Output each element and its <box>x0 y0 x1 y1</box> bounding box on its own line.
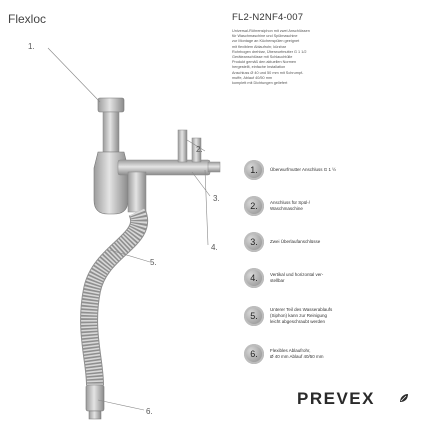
feature-text: Anschluss für Spül-/ Waschmaschine <box>270 200 311 211</box>
description-line: Produkt gemäß den aktuellen Normen <box>232 60 297 65</box>
feature-item <box>244 196 380 216</box>
callout-6: 6. <box>146 407 153 416</box>
feature-item <box>244 268 380 288</box>
feature-text: Vertikal und horizontal ver- stellbar <box>270 272 324 283</box>
feature-text: Zwei Überlaufanschlüsse <box>270 239 321 244</box>
article-code: FL2-N2NF4-007 <box>232 12 304 23</box>
description-line: für Waschmaschine und Spülmaschine <box>232 34 298 39</box>
description-line: zur Montage an Küchenspülen geeignet <box>232 39 300 44</box>
description-line: Anschluss Ø 40 und 50 mm mit Schrumpf- <box>232 70 304 75</box>
callout-3: 3. <box>213 194 220 203</box>
callout-1: 1. <box>28 42 35 51</box>
feature-item <box>244 344 380 364</box>
description-line: Rohrbogen drehbar, Überwurfmutter G 1 1/2 <box>232 49 307 54</box>
feature-number-badge: 6. <box>244 344 264 364</box>
feature-item <box>244 160 380 180</box>
feature-number-badge: 1. <box>244 160 264 180</box>
callout-5: 5. <box>150 258 157 267</box>
feature-number-badge: 5. <box>244 306 264 326</box>
description-line: komplett mit Dichtungen geliefert <box>232 81 288 86</box>
description-line: muffe, Ablauf 40/50 mm <box>232 75 273 80</box>
description-line: Universal-Röhrensiphon mit zwei Anschlüssen <box>232 29 310 33</box>
feature-number-badge: 2. <box>244 196 264 216</box>
prevex-logo: PREVEX <box>297 389 375 408</box>
description-line: mit flexiblem Ablaufrohr, kürzbar <box>232 44 287 49</box>
feature-number-badge: 3. <box>244 232 264 252</box>
feature-item <box>244 232 380 252</box>
feature-number-badge: 4. <box>244 268 264 288</box>
description-line: hergestellt, einfache Installation <box>232 65 286 70</box>
callout-2: 2. <box>196 145 203 154</box>
callout-4: 4. <box>211 243 218 252</box>
feature-text: Überwurfmutter Anschluss G 1 ½ <box>270 167 337 172</box>
leaf-logo-icon <box>398 393 409 404</box>
feature-text: Unterer Teil des Wasserablaufs (Siphon) kann zur Reinigung leicht abgeschraubt werden <box>270 307 333 324</box>
feature-text: Flexibles Ablaufrohr, Ø 40 mm Ablauf 40/50 mm <box>270 348 324 359</box>
brand-name: Flexloc <box>8 12 47 26</box>
description-line: Geräteanschlüsse mit Schlauchtülle <box>232 55 293 60</box>
feature-item <box>244 306 380 326</box>
